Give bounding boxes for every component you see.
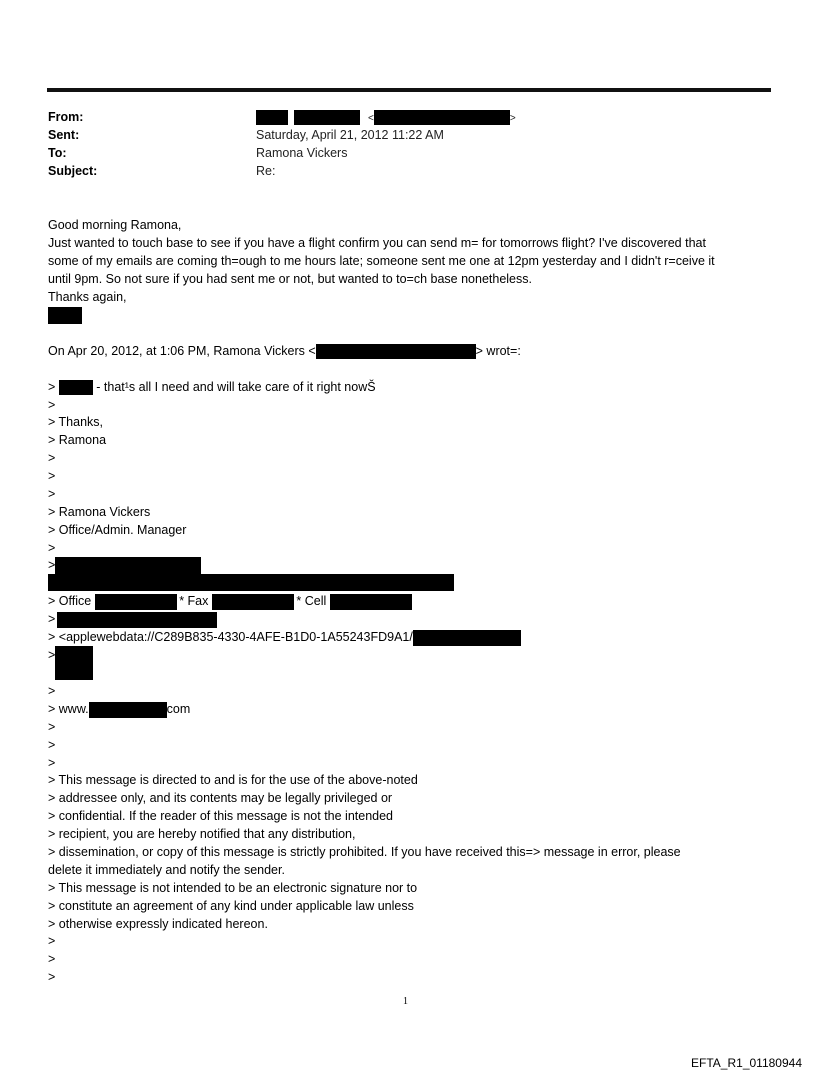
cell-label: * Cell <box>296 594 327 608</box>
sent-label: Sent: <box>48 128 80 142</box>
sig-title: > Office/Admin. Manager <box>48 523 187 537</box>
office-label: > Office <box>48 594 92 608</box>
quote-marker: > <box>48 612 56 626</box>
contact-line <box>48 592 412 610</box>
angle-open: < <box>367 113 374 124</box>
quote-marker: > <box>48 952 56 966</box>
disclaimer-line: delete it immediately and notify the sender. <box>48 863 285 877</box>
www-suffix: com <box>166 702 191 716</box>
quote-marker: > <box>48 398 56 412</box>
quote-line <box>48 378 376 396</box>
quote-thanks: > Thanks, <box>48 415 104 429</box>
quote-marker: > <box>48 558 56 572</box>
quote-marker: > <box>48 648 56 662</box>
redaction <box>59 380 93 395</box>
to-value: Ramona Vickers <box>256 146 348 160</box>
redaction <box>374 110 510 125</box>
quote-intro <box>48 342 521 360</box>
quote-line-redacted <box>48 556 201 574</box>
fax-label: * Fax <box>179 594 209 608</box>
header-rule <box>47 88 771 92</box>
to-label: To: <box>48 146 67 160</box>
applewebdata-line <box>48 628 521 646</box>
from-value <box>256 108 516 128</box>
redaction <box>48 574 454 591</box>
page-number: 1 <box>403 996 408 1007</box>
signature-redacted <box>48 306 82 324</box>
body-line: some of my emails are coming th=ough to me hours late; someone sent me one at 12pm yesterday and I didn't r=ceive it <box>48 254 715 268</box>
quote-marker: > <box>48 451 56 465</box>
body-line: Just wanted to touch base to see if you have a flight confirm you can send m= for tomorrows flight? I've discovered that <box>48 236 706 250</box>
disclaimer-line: > This message is not intended to be an electronic signature nor to <box>48 881 418 895</box>
disclaimer-line: > recipient, you are hereby notified that any distribution, <box>48 827 356 841</box>
sig-name: > Ramona Vickers <box>48 505 151 519</box>
disclaimer-line: > otherwise expressly indicated hereon. <box>48 917 268 931</box>
redaction <box>212 594 294 610</box>
disclaimer-line: > constitute an agreement of any kind under applicable law unless <box>48 899 414 913</box>
www-prefix: > www. <box>48 702 89 716</box>
redaction <box>294 110 360 125</box>
quote-marker: > <box>48 380 56 394</box>
quote-marker: > <box>48 684 56 698</box>
quote-name: > Ramona <box>48 433 107 447</box>
body-line: until 9pm. So not sure if you had sent me or not, but wanted to to=ch base nonetheless. <box>48 272 532 286</box>
redaction <box>55 557 201 574</box>
redaction <box>95 594 177 610</box>
redaction <box>48 307 82 324</box>
quote-intro-text: On Apr 20, 2012, at 1:06 PM, Ramona Vickers < <box>48 344 316 358</box>
from-label: From: <box>48 110 84 124</box>
quote-marker: > <box>48 934 56 948</box>
redaction <box>57 612 217 628</box>
redaction <box>55 646 93 680</box>
quote-marker: > <box>48 487 56 501</box>
quote-text: - that¹s all I need and will take care of it right nowŠ <box>92 380 376 394</box>
quote-marker: > <box>48 738 56 752</box>
applewebdata-text: > <applewebdata://C289B835-4330-4AFE-B1D0-1A55243FD9A1/ <box>48 630 413 644</box>
quote-marker: > <box>48 541 56 555</box>
quote-marker: > <box>48 720 56 734</box>
quote-intro-tail: > wrot=: <box>475 344 521 358</box>
document-id: EFTA_R1_01180944 <box>691 1056 802 1070</box>
redaction <box>89 702 167 718</box>
disclaimer-line: > addressee only, and its contents may be legally privileged or <box>48 791 393 805</box>
subject-value: Re: <box>256 164 276 178</box>
quote-marker: > <box>48 756 56 770</box>
thanks-line: Thanks again, <box>48 290 127 304</box>
redaction <box>330 594 412 610</box>
disclaimer-line: > confidential. If the reader of this message is not the intended <box>48 809 394 823</box>
greeting: Good morning Ramona, <box>48 218 182 232</box>
quote-marker: > <box>48 970 56 984</box>
www-line <box>48 700 190 718</box>
redaction <box>316 344 476 359</box>
redaction <box>256 110 288 125</box>
quote-marker: > <box>48 469 56 483</box>
quote-line-redacted <box>48 646 93 680</box>
quote-line-redacted <box>48 610 217 628</box>
subject-label: Subject: <box>48 164 98 178</box>
angle-close: > <box>509 113 516 124</box>
sent-value: Saturday, April 21, 2012 11:22 AM <box>256 128 444 142</box>
disclaimer-line: > dissemination, or copy of this message is strictly prohibited. If you have received this=> message in error, please <box>48 845 681 859</box>
redaction <box>413 630 521 646</box>
disclaimer-line: > This message is directed to and is for the use of the above-noted <box>48 773 418 787</box>
redacted-line <box>48 573 454 591</box>
